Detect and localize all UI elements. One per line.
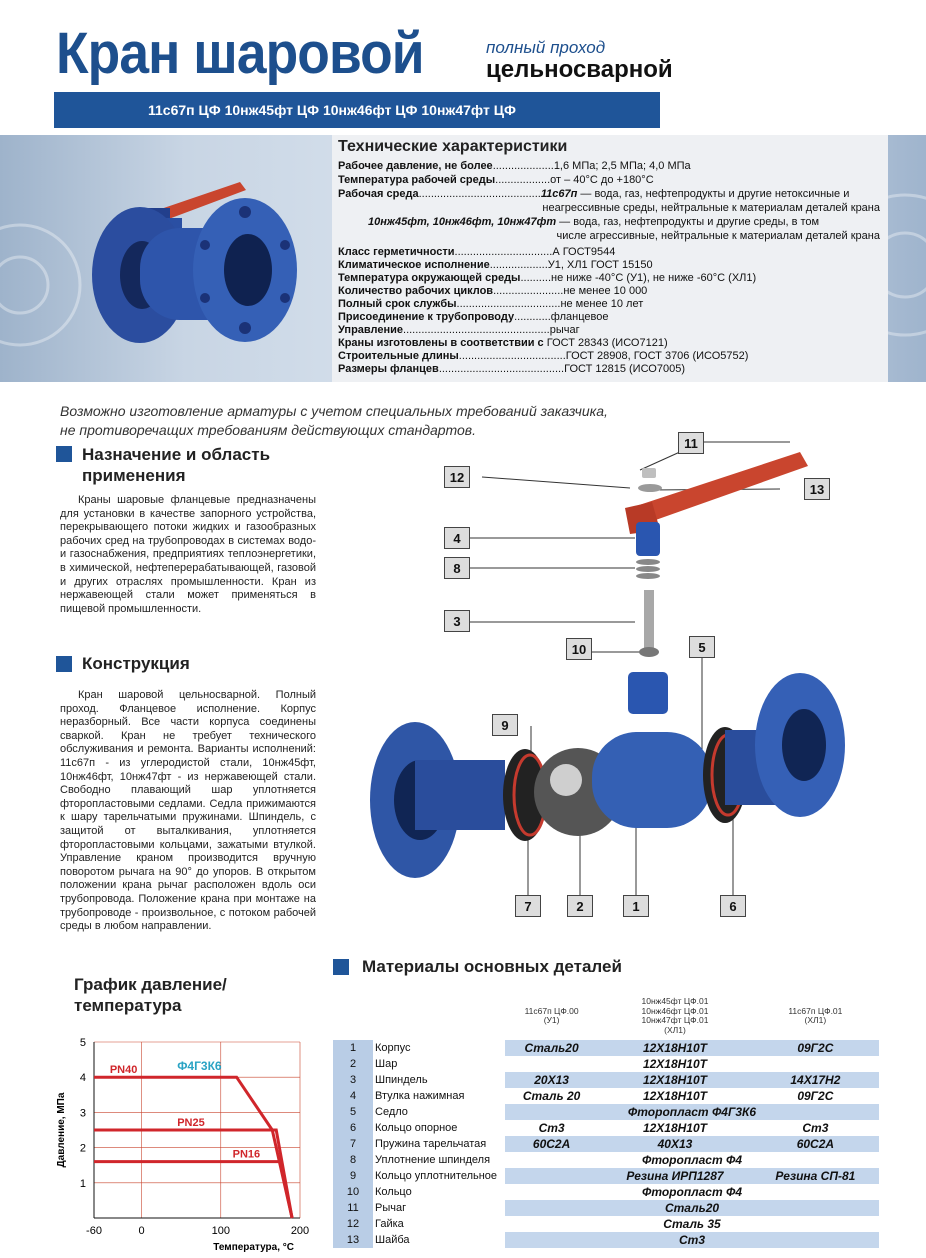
spec-dots: ........................................ [418, 188, 541, 200]
x-tick-label: -60 [86, 1225, 102, 1237]
spec-value: ГОСТ 28343 (ИСО7121) [546, 337, 668, 349]
part-name: Корпус [375, 1042, 411, 1054]
row-number: 13 [333, 1232, 373, 1248]
x-axis-label: Температура, °С [213, 1242, 294, 1253]
spec-value: ГОСТ 12815 (ИСО7005) [564, 363, 685, 375]
callout-4: 4 [444, 527, 470, 549]
y-tick-label: 3 [79, 1107, 86, 1120]
subtitle-full-bore: полный проход [486, 38, 606, 57]
spec-dots: ......................................... [438, 363, 565, 375]
row-number: 8 [333, 1152, 373, 1168]
table-row [333, 1056, 879, 1072]
section-square-icon [56, 446, 72, 462]
spec-row [338, 337, 668, 350]
spec-dots: .................. [495, 174, 551, 186]
row-number: 10 [333, 1184, 373, 1200]
spec-row [338, 259, 653, 272]
spec-model: 10нж45фт, 10нж46фт, 10нж47фт [368, 216, 557, 228]
row-number: 3 [333, 1072, 373, 1088]
spec-row [338, 324, 580, 337]
spec-value: от – 40°С до +180°С [550, 174, 654, 186]
material-cell: 12Х18Н10Т [598, 1040, 752, 1056]
spec-row [338, 363, 685, 376]
spec-value: ГОСТ 28908, ГОСТ 3706 (ИСО5752) [565, 350, 749, 362]
spec-label: Класс герметичности [338, 246, 455, 258]
purpose-text: Краны шаровые фланцевые предназначены для установки в качестве запорного устройства, перекрывающего потоки жидких и газообразных рабочих сред на трубопроводах в системах водо- и газоснабжения, предприятиях теплоэнергетики, в химической, нефтеперерабатывающей, газовой и других отраслях промышленности. Кран из нержавеющей стали может применяться в пищевой промышленности. [60, 494, 316, 615]
materials-header-row [333, 992, 879, 1040]
table-row [333, 1136, 879, 1152]
table-row [333, 1200, 879, 1216]
table-row [333, 1168, 879, 1184]
spec-label: Присоединение к трубопроводу [338, 311, 515, 323]
material-cell: 09Г2С [797, 1089, 834, 1103]
spec-row [338, 160, 691, 173]
note-line-2: не противоречащих требованиям действующих стандартов. [60, 422, 477, 438]
construction-heading: Конструкция [82, 654, 190, 673]
spec-value: не ниже -40°С (У1), не ниже -60°С (ХЛ1) [551, 272, 757, 284]
spec-label: Температура рабочей среды [338, 174, 496, 186]
subtitle-welded: цельносварной [486, 56, 673, 83]
spec-row [338, 246, 615, 259]
spec-label: Полный срок службы [338, 298, 457, 310]
chart-title: График давление/ температура [74, 975, 227, 1015]
spec-dots: ....................... [493, 285, 564, 297]
material-cell [505, 1056, 598, 1072]
table-row [333, 1072, 879, 1088]
material-cell: Фторопласт Ф4 [641, 1185, 743, 1199]
callout-5: 5 [689, 636, 715, 658]
row-number: 11 [333, 1200, 373, 1216]
spec-label: Рабочая среда [338, 188, 419, 200]
spec-value: не менее 10 лет [560, 298, 644, 310]
spec-label: Краны изготовлены в соответствии с [338, 337, 544, 349]
column-header: 11с67п ЦФ.01 (ХЛ1) [752, 992, 879, 1040]
part-name: Кольцо [375, 1186, 412, 1198]
spec-dots: ................... [489, 259, 548, 271]
spindle-icon [644, 590, 654, 650]
spec-label: Строительные длины [338, 350, 459, 362]
series-line-pn16 [94, 1162, 292, 1218]
spec-value: числе агрессивные, нейтральные к материалам деталей крана [556, 230, 880, 242]
purpose-heading [82, 444, 270, 486]
row-number: 4 [333, 1088, 373, 1104]
spec-label: Рабочее давление, не более [338, 160, 493, 172]
section-square-icon [333, 959, 349, 975]
exploded-valve-diagram [330, 430, 890, 930]
callout-3: 3 [444, 610, 470, 632]
spec-row [338, 311, 608, 324]
callout-2: 2 [567, 895, 593, 917]
spec-row [368, 216, 819, 229]
spec-dots: ................................................ [403, 324, 550, 336]
column-header: 10нж45фт ЦФ.01 10нж46фт ЦФ.01 10нж47фт ЦФ.01 (ХЛ1) [598, 992, 752, 1040]
callout-9: 9 [492, 714, 518, 736]
spec-value: рычаг [549, 324, 580, 336]
note-line-1: Возможно изготовление арматуры с учетом специальных требований заказчика, [60, 403, 608, 419]
y-axis-label: Давление, МПа [56, 1092, 67, 1168]
part-name: Втулка нажимная [375, 1090, 465, 1102]
spec-row [338, 350, 748, 363]
table-row [333, 1088, 879, 1104]
spec-dots: .......... [520, 272, 552, 284]
spec-row [338, 188, 849, 201]
materials-heading: Материалы основных деталей [362, 957, 622, 976]
material-cell: Резина ИРП1287 [598, 1168, 752, 1184]
row-number: 1 [333, 1040, 373, 1056]
row-number: 2 [333, 1056, 373, 1072]
part-name: Шпиндель [375, 1074, 428, 1086]
x-tick-label: 100 [211, 1225, 230, 1237]
part-name: Кольцо уплотнительное [375, 1170, 498, 1182]
part-name: Кольцо опорное [375, 1122, 458, 1134]
spec-label: Количество рабочих циклов [338, 285, 494, 297]
series-label-pn25: PN25 [177, 1117, 205, 1129]
material-cell: Ст3 [505, 1232, 879, 1248]
series-label-pn40: PN40 [109, 1064, 138, 1077]
y-tick-label: 1 [79, 1177, 86, 1190]
material-cell: 40Х13 [598, 1136, 752, 1152]
material-cell: Ст3 [802, 1121, 829, 1135]
materials-table [333, 992, 879, 1248]
material-cell: 60С2А [505, 1136, 598, 1152]
table-row [333, 1120, 879, 1136]
material-cell: Резина СП-81 [752, 1168, 879, 1184]
part-name: Седло [375, 1106, 408, 1118]
spec-value: неагрессивные среды, нейтральные к материалам деталей крана [542, 202, 880, 214]
series-line-pn25 [94, 1130, 292, 1218]
material-cell: 12Х18Н10Т [598, 1072, 752, 1088]
spec-value: У1, ХЛ1 ГОСТ 15150 [547, 259, 653, 271]
callout-6: 6 [720, 895, 746, 917]
material-cell: 12Х18Н10Т [642, 1121, 707, 1135]
models-text: 11с67п ЦФ 10нж45фт ЦФ 10нж46фт ЦФ 10нж47фт ЦФ [148, 102, 516, 118]
column-header: 11с67п ЦФ.00 (У1) [505, 992, 598, 1040]
callout-11: 11 [678, 432, 704, 454]
table-row [333, 1216, 879, 1232]
material-cell: 14Х17Н2 [752, 1072, 879, 1088]
spec-value: — вода, газ, нефтепродукты и другие нетоксичные и [577, 188, 850, 200]
spec-label: Температура окружающей среды [338, 272, 521, 284]
spec-value: фланцевое [550, 311, 609, 323]
part-name: Шар [375, 1058, 398, 1070]
material-cell: Фторопласт Ф4Г3К6 [505, 1104, 879, 1120]
row-number: 7 [333, 1136, 373, 1152]
row-number: 9 [333, 1168, 373, 1184]
table-row [333, 1040, 879, 1056]
x-tick-label: 200 [290, 1225, 310, 1237]
row-number: 12 [333, 1216, 373, 1232]
material-cell: 12Х18Н10Т [642, 1057, 707, 1071]
material-cell: 20Х13 [505, 1072, 598, 1088]
material-cell: 09Г2С [752, 1040, 879, 1056]
spec-dots: .................................. [456, 298, 561, 310]
header-num-cell [333, 992, 373, 1040]
material-cell: 60С2А [752, 1136, 879, 1152]
material-cell: Фторопласт Ф4 [641, 1153, 743, 1167]
material-cell: Ст3 [538, 1121, 565, 1135]
spring-icon [636, 559, 660, 579]
spec-row [338, 272, 756, 285]
material-cell: 12Х18Н10Т [642, 1089, 707, 1103]
series-label-pn16: PN16 [232, 1148, 261, 1161]
valve-photo [70, 160, 320, 370]
models-bar [54, 92, 660, 128]
y-tick-label: 4 [79, 1072, 86, 1085]
spec-label: Климатическое исполнение [338, 259, 490, 271]
spec-dots: ............ [514, 311, 551, 323]
spec-row [338, 298, 643, 311]
nut-icon [642, 468, 656, 478]
table-row [333, 1232, 879, 1248]
spec-row [338, 285, 647, 298]
spec-value: не менее 10 000 [563, 285, 648, 297]
spec-dots: .................... [492, 160, 554, 172]
material-cell: Сталь20 [505, 1040, 598, 1056]
part-name: Рычаг [375, 1202, 407, 1214]
spec-model: 11с67п [540, 188, 578, 200]
table-row [333, 1104, 879, 1120]
spec-dots: ................................... [458, 350, 566, 362]
callout-1: 1 [623, 895, 649, 917]
y-tick-label: 2 [79, 1142, 86, 1155]
part-name: Шайба [375, 1234, 410, 1246]
spec-title: Технические характеристики [338, 138, 568, 155]
pressure-temperature-chart [50, 1030, 320, 1255]
valve-body-icon [592, 732, 712, 828]
spec-value: 1,6 МПа; 2,5 МПа; 4,0 МПа [553, 160, 691, 172]
bushing-icon [636, 522, 660, 556]
page-title: Кран шаровой [56, 21, 424, 86]
spec-value: А ГОСТ9544 [552, 246, 616, 258]
material-cell [505, 1168, 598, 1184]
section-square-icon [56, 656, 72, 672]
spec-row [542, 202, 880, 215]
material-cell: Сталь20 [505, 1200, 879, 1216]
callout-7: 7 [515, 895, 541, 917]
washer-icon [638, 484, 662, 492]
spec-label: Размеры фланцев [338, 363, 439, 375]
spec-label: Управление [338, 324, 404, 336]
material-cell [752, 1056, 879, 1072]
part-name: Пружина тарельчатая [375, 1138, 487, 1150]
material-cell: Сталь 35 [663, 1217, 721, 1231]
callout-8: 8 [444, 557, 470, 579]
spec-value: — вода, газ, нефтепродукты и другие среды, в том [556, 216, 820, 228]
y-tick-label: 5 [79, 1037, 86, 1049]
row-number: 5 [333, 1104, 373, 1120]
row-number: 6 [333, 1120, 373, 1136]
table-row [333, 1184, 879, 1200]
purpose-heading-line-1: Назначение и область [82, 445, 271, 464]
part-name: Уплотнение шпинделя [375, 1154, 491, 1166]
table-row [333, 1152, 879, 1168]
purpose-heading-line-2: применения [82, 466, 186, 485]
material-cell: Сталь 20 [522, 1089, 581, 1103]
part-name: Гайка [375, 1218, 404, 1230]
spec-row [556, 230, 880, 243]
header-name-cell [373, 992, 505, 1040]
callout-13: 13 [804, 478, 830, 500]
spec-row [338, 174, 654, 187]
chart-annotation: Ф4Г3К6 [177, 1059, 222, 1074]
spec-dots: ................................ [454, 246, 553, 258]
callout-12: 12 [444, 466, 470, 488]
callout-10: 10 [566, 638, 592, 660]
x-tick-label: 0 [138, 1225, 145, 1237]
construction-text: Кран шаровой цельносварной. Полный проход. Фланцевое исполнение. Корпус неразборный. Все части корпуса соединены сваркой. Кран не требует технического обслуживания и ремонта. Варианты исполнений: 11с67п - из углеродистой стали, 10нж45фт, 10нж46фт, 10нж47фт - из нержавеющей стали. Свободно плавающий шар уплотняется фторопластовыми седлами. Седла прижимаются к шару тарельчатыми пружинами. Шпиндель, с защитой от выталкивания, уплотняется фторопластовыми кольцами, зажатыми втулкой. Управление краном производится вручную поворотом рычага на 90° до упоров. В открытом положении крана рычаг расположен вдоль оси трубопровода. Положение крана при монтаже на трубопроводе - произвольное, с потоком рабочей среды в любом направлении. [60, 689, 316, 933]
